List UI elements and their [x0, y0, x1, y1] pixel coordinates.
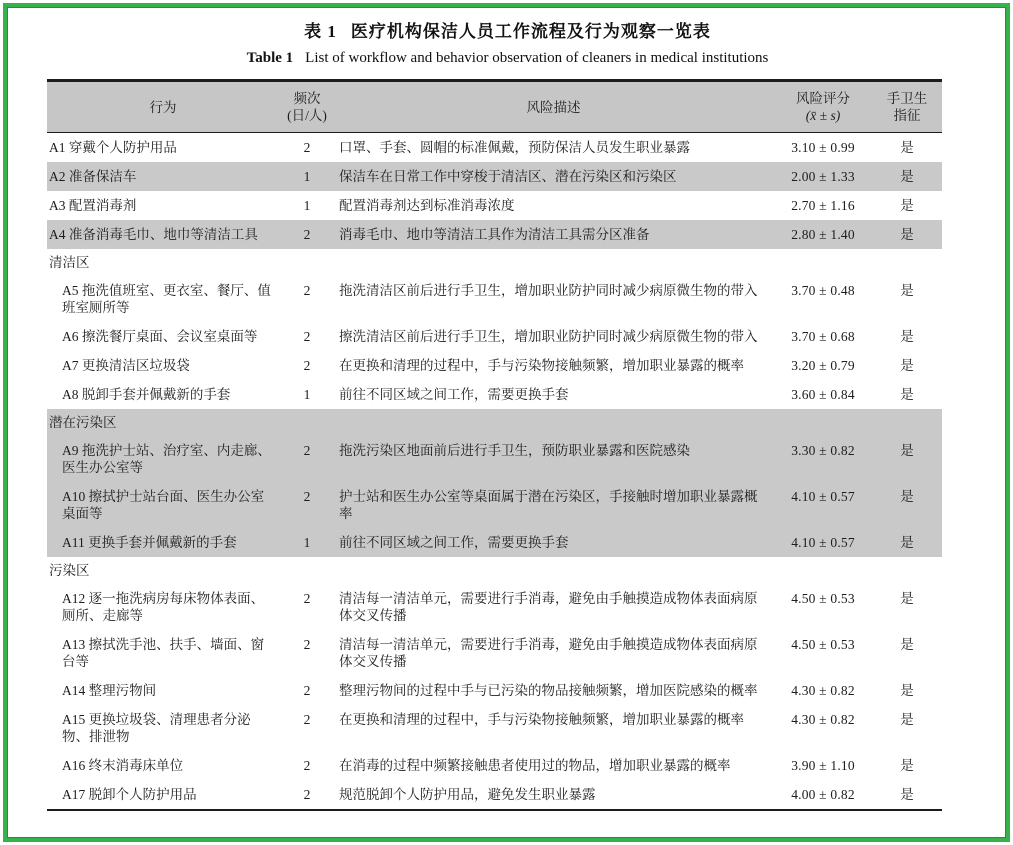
behavior-cell: A9 拖洗护士站、治疗室、内走廊、医生办公室等: [62, 443, 271, 475]
behavior-cell: A14 整理污物间: [62, 683, 157, 698]
table-title-en-label: Table 1: [246, 50, 294, 66]
risk-description-cell: 整理污物间的过程中手与已污染的物品接触频繁，增加医院感染的概率: [339, 683, 758, 698]
frequency-cell: 2: [303, 591, 311, 606]
observation-table: [47, 79, 942, 811]
table-row-a15: [47, 705, 942, 751]
table-row-a17: [47, 780, 942, 809]
frequency-cell: 1: [303, 169, 311, 184]
risk-description-cell: 前往不同区域之间工作，需要更换手套: [339, 387, 569, 402]
table-title-zh-label: 表 1: [304, 22, 337, 41]
risk-score-cell: 4.50 ± 0.53: [791, 591, 855, 606]
header-hand-hygiene-line1: 手卫生: [886, 91, 928, 106]
hand-hygiene-cell: 是: [900, 683, 914, 698]
risk-score-cell: 2.80 ± 1.40: [791, 227, 855, 242]
hand-hygiene-cell: 是: [900, 787, 914, 802]
frequency-cell: 1: [303, 535, 311, 550]
table-row-a9: [47, 436, 942, 482]
hand-hygiene-cell: 是: [900, 169, 914, 184]
section-row-potentially-contaminated-zone: [47, 409, 942, 436]
hand-hygiene-cell: 是: [900, 387, 914, 402]
header-hand-hygiene-line2: 指征: [893, 108, 921, 123]
behavior-cell: A17 脱卸个人防护用品: [62, 787, 197, 802]
risk-score-cell: 3.30 ± 0.82: [791, 443, 855, 458]
behavior-cell: A5 拖洗值班室、更衣室、餐厅、值班室厕所等: [62, 283, 271, 315]
risk-description-cell: 规范脱卸个人防护用品，避免发生职业暴露: [339, 787, 596, 802]
risk-score-cell: 3.70 ± 0.48: [791, 283, 855, 298]
page-content: [7, 7, 1006, 811]
frequency-cell: 2: [303, 758, 311, 773]
risk-score-cell: 4.30 ± 0.82: [791, 683, 855, 698]
risk-score-cell: 4.10 ± 0.57: [791, 535, 855, 550]
frequency-cell: 2: [303, 489, 311, 504]
hand-hygiene-cell: 是: [900, 443, 914, 458]
risk-score-cell: 3.60 ± 0.84: [791, 387, 855, 402]
table-row-a2: [47, 162, 942, 191]
frequency-cell: 1: [303, 387, 311, 402]
table-row-a7: [47, 351, 942, 380]
header-hand-hygiene: [874, 82, 940, 132]
table-row-a13: [47, 630, 942, 676]
risk-score-cell: 4.00 ± 0.82: [791, 787, 855, 802]
risk-score-cell: 4.30 ± 0.82: [791, 712, 855, 727]
frequency-cell: 2: [303, 140, 311, 155]
hand-hygiene-cell: 是: [900, 489, 914, 504]
hand-hygiene-cell: 是: [900, 198, 914, 213]
behavior-cell: A13 擦拭洗手池、扶手、墙面、窗台等: [62, 637, 265, 669]
frequency-cell: 2: [303, 227, 311, 242]
header-risk-score-line2: (x̄ ± s): [805, 108, 841, 123]
risk-description-cell: 在更换和清理的过程中，手与污染物接触频繁，增加职业暴露的概率: [339, 712, 744, 727]
section-label: 潜在污染区: [49, 415, 117, 430]
table-row-a12: [47, 584, 942, 630]
behavior-cell: A8 脱卸手套并佩戴新的手套: [62, 387, 231, 402]
hand-hygiene-cell: 是: [900, 591, 914, 606]
behavior-cell: A4 准备消毒毛巾、地巾等清洁工具: [49, 227, 258, 242]
table-header-row: [47, 82, 942, 133]
hand-hygiene-cell: 是: [900, 535, 914, 550]
risk-description-cell: 在消毒的过程中频繁接触患者使用过的物品，增加职业暴露的概率: [339, 758, 731, 773]
risk-description-cell: 前往不同区域之间工作，需要更换手套: [339, 535, 569, 550]
risk-description-cell: 保洁车在日常工作中穿梭于清洁区、潜在污染区和污染区: [339, 169, 677, 184]
risk-description-cell: 消毒毛巾、地巾等清洁工具作为清洁工具需分区准备: [339, 227, 650, 242]
section-label: 清洁区: [49, 255, 90, 270]
hand-hygiene-cell: 是: [900, 140, 914, 155]
risk-score-cell: 3.10 ± 0.99: [791, 140, 855, 155]
table-row-a3: [47, 191, 942, 220]
behavior-cell: A10 擦拭护士站台面、医生办公室桌面等: [62, 489, 265, 521]
hand-hygiene-cell: 是: [900, 227, 914, 242]
behavior-cell: A15 更换垃圾袋、清理患者分泌物、排泄物: [62, 712, 251, 744]
frequency-cell: 2: [303, 683, 311, 698]
risk-description-cell: 在更换和清理的过程中，手与污染物接触频繁，增加职业暴露的概率: [339, 358, 744, 373]
risk-description-cell: 护士站和医生办公室等桌面属于潜在污染区，手接触时增加职业暴露概率: [339, 489, 758, 521]
table-title-zh-text: 医疗机构保洁人员工作流程及行为观察一览表: [350, 22, 711, 41]
table-row-a4: [47, 220, 942, 249]
frequency-cell: 1: [303, 198, 311, 213]
header-behavior: 行为: [149, 99, 177, 115]
green-frame-border: [3, 3, 1010, 842]
table-row-a11: [47, 528, 942, 557]
frequency-cell: 2: [303, 283, 311, 298]
risk-score-cell: 3.70 ± 0.68: [791, 329, 855, 344]
hand-hygiene-cell: 是: [900, 637, 914, 652]
risk-score-cell: 4.50 ± 0.53: [791, 637, 855, 652]
table-row-a1: [47, 133, 942, 162]
behavior-cell: A7 更换清洁区垃圾袋: [62, 358, 190, 373]
frequency-cell: 2: [303, 712, 311, 727]
risk-description-cell: 配置消毒剂达到标准消毒浓度: [339, 198, 515, 213]
section-label: 污染区: [49, 563, 90, 578]
risk-description-cell: 擦洗清洁区前后进行手卫生，增加职业防护同时减少病原微生物的带入: [339, 329, 758, 344]
table-title-en: [47, 50, 968, 67]
frequency-cell: 2: [303, 787, 311, 802]
behavior-cell: A1 穿戴个人防护用品: [49, 140, 177, 155]
frequency-cell: 2: [303, 329, 311, 344]
frequency-cell: 2: [303, 443, 311, 458]
behavior-cell: A2 准备保洁车: [49, 169, 137, 184]
table-row-a14: [47, 676, 942, 705]
hand-hygiene-cell: 是: [900, 329, 914, 344]
hand-hygiene-cell: 是: [900, 358, 914, 373]
behavior-cell: A6 擦洗餐厅桌面、会议室桌面等: [62, 329, 258, 344]
table-row-a8: [47, 380, 942, 409]
risk-score-cell: 2.00 ± 1.33: [791, 169, 855, 184]
frequency-cell: 2: [303, 358, 311, 373]
header-frequency-line1: 频次: [293, 91, 321, 106]
header-risk-score-line1: 风险评分: [796, 91, 850, 106]
risk-score-cell: 4.10 ± 0.57: [791, 489, 855, 504]
header-risk-description: 风险描述: [526, 99, 581, 115]
table-row-a16: [47, 751, 942, 780]
behavior-cell: A12 逐一拖洗病房每床物体表面、厕所、走廊等: [62, 591, 265, 623]
table-row-a10: [47, 482, 942, 528]
behavior-cell: A11 更换手套并佩戴新的手套: [62, 535, 237, 550]
risk-description-cell: 拖洗污染区地面前后进行手卫生，预防职业暴露和医院感染: [339, 443, 690, 458]
table-row-a5: [47, 276, 942, 322]
section-row-contaminated-zone: [47, 557, 942, 584]
hand-hygiene-cell: 是: [900, 758, 914, 773]
risk-description-cell: 拖洗清洁区前后进行手卫生，增加职业防护同时减少病原微生物的带入: [339, 283, 758, 298]
behavior-cell: A16 终末消毒床单位: [62, 758, 184, 773]
header-frequency: [279, 82, 335, 132]
frequency-cell: 2: [303, 637, 311, 652]
table-title-en-text: List of workflow and behavior observation of cleaners in medical institutions: [305, 50, 769, 66]
table-row-a6: [47, 322, 942, 351]
risk-score-cell: 2.70 ± 1.16: [791, 198, 855, 213]
hand-hygiene-cell: 是: [900, 712, 914, 727]
risk-score-cell: 3.20 ± 0.79: [791, 358, 855, 373]
risk-description-cell: 口罩、手套、圆帽的标准佩戴，预防保洁人员发生职业暴露: [339, 140, 690, 155]
section-row-clean-zone: [47, 249, 942, 276]
risk-description-cell: 清洁每一清洁单元，需要进行手消毒，避免由手触摸造成物体表面病原体交叉传播: [339, 591, 758, 623]
risk-score-cell: 3.90 ± 1.10: [791, 758, 855, 773]
hand-hygiene-cell: 是: [900, 283, 914, 298]
risk-description-cell: 清洁每一清洁单元，需要进行手消毒，避免由手触摸造成物体表面病原体交叉传播: [339, 637, 758, 669]
header-frequency-line2: (日/人): [287, 108, 327, 123]
header-risk-score: [772, 82, 874, 132]
behavior-cell: A3 配置消毒剂: [49, 198, 137, 213]
table-title-zh: [47, 17, 968, 42]
